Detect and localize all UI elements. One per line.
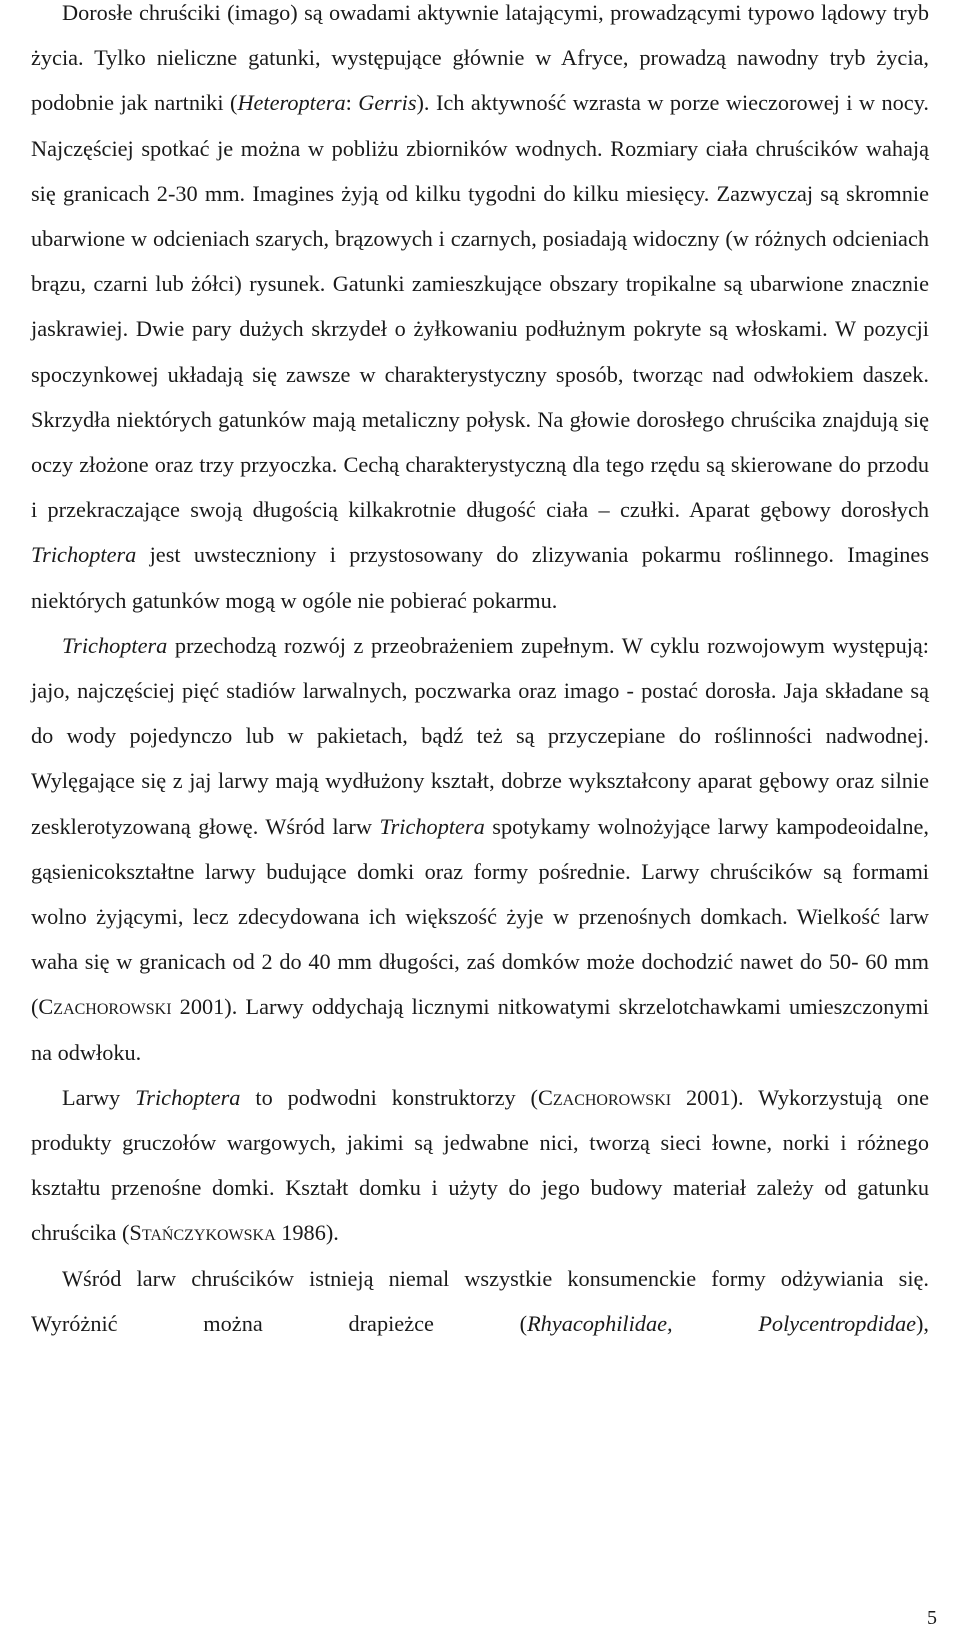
italic-term: Rhyacophilidae, Polycentropdidae — [527, 1310, 916, 1336]
paragraph-larval-construction — [31, 1075, 929, 1256]
italic-term: Trichoptera — [31, 542, 137, 568]
text-segment: ). Ich aktywność wzrasta w porze wieczorowej i w nocy. Najczęściej spotkać je można w pobliżu zbiorników wodnych. Rozmiary ciała chruścików wahają się granicach 2-30 mm. Imagines żyją od kilku tygodni do kilku miesięcy. Zazwyczaj są skromnie ubarwione w odcieniach szarych, brązowych i czarnych, posiadają widoczny (w różnych odcieniach brązu, czarni lub żółci) rysunek. Gatunki zamieszkujące obszary tropikalne są ubarwione znacznie jaskrawiej. Dwie pary dużych skrzydeł o żyłkowaniu podłużnym pokryte są włoskami. W pozycji spoczynkowej układają się zawsze w charakterystyczny sposób, tworząc nad odwłokiem daszek. Skrzydła niektórych gatunków mają metaliczny połysk. Na głowie dorosłego chruścika znajdują się oczy złożone oraz trzy przyoczka. Cechą charakterystyczną dla tego rzędu są skierowane do przodu i przekraczające swoją długością kilkakrotnie długość ciała – czułki. Aparat gębowy dorosłych — [31, 90, 929, 523]
page-number: 5 — [927, 1607, 937, 1629]
text-segment: spotykamy wolnożyjące larwy kampodeoidalne, gąsienicokształtne larwy budujące domki oraz formy pośrednie. Larwy chruścików są formami wolno żyjącymi, lecz zdecydowana ich większość żyje w przenośnych domkach. Wielkość larw waha się w granicach od 2 do 40 mm długości, zaś domków może dochodzić nawet do 50- 60 mm (C — [31, 813, 929, 1020]
italic-term: Heteroptera — [237, 90, 346, 116]
italic-term: Gerris — [358, 90, 417, 116]
text-segment: 1986). — [275, 1220, 339, 1246]
text-segment: to podwodni konstruktorzy (C — [240, 1084, 553, 1110]
paragraph-feeding-forms — [31, 1256, 929, 1346]
text-segment: Larwy — [62, 1084, 136, 1110]
text-segment: : — [345, 90, 359, 116]
italic-term: Trichoptera — [135, 1084, 241, 1110]
italic-term: Trichoptera — [379, 813, 485, 839]
text-segment: ), — [916, 1310, 929, 1336]
italic-term: Trichoptera — [62, 632, 168, 658]
paragraph-adult-caddisflies — [31, 0, 929, 623]
text-segment: jest uwsteczniony i przystosowany do zlizywania pokarmu roślinnego. Imagines niektórych gatunków mogą w ogóle nie pobierać pokarmu. — [31, 542, 929, 613]
text-segment: przechodzą rozwój z przeobrażeniem zupełnym. W cyklu rozwojowym występują: jajo, najczęściej pięć stadiów larwalnych, poczwarka oraz imago - postać dorosła. Jaja składane są do wody pojedynczo lub w pakietach, bądź też są przyczepiane do roślinności nadwodnej. Wylęgające się z jaj larwy mają wydłużony kształt, dobrze wykształcony aparat gębowy oraz silnie zesklerotyzowaną głowę. Wśród larw — [31, 632, 929, 839]
citation-author: tańczykowska — [141, 1220, 276, 1246]
citation-author: zachorowski — [53, 994, 172, 1020]
citation-author: zachorowski — [552, 1084, 672, 1110]
text-segment: 2001). Wykorzystują one produkty gruczołów wargowych, jakimi są jedwabne nici, tworzą sieci łowne, norki i różnego kształtu przenośne domki. Kształt domku i użyty do jego budowy materiał zależy od gatunku chruścika (S — [31, 1084, 929, 1246]
text-segment: 2001). Larwy oddychają licznymi nitkowatymi skrzelotchawkami umieszczonymi na odwłoku. — [31, 994, 929, 1065]
paragraph-development-cycle — [31, 623, 929, 1075]
text-segment: Wśród larw chruścików istnieją niemal wszystkie konsumenckie formy odżywiania się. Wyróżnić można drapieżce ( — [31, 1265, 929, 1336]
text-segment: Dorosłe chruściki (imago) są owadami aktywnie latającymi, prowadzącymi typowo lądowy tryb życia. Tylko nieliczne gatunki, występujące głównie w Afryce, prowadzą nawodny tryb życia, podobnie jak nartniki ( — [31, 0, 929, 116]
